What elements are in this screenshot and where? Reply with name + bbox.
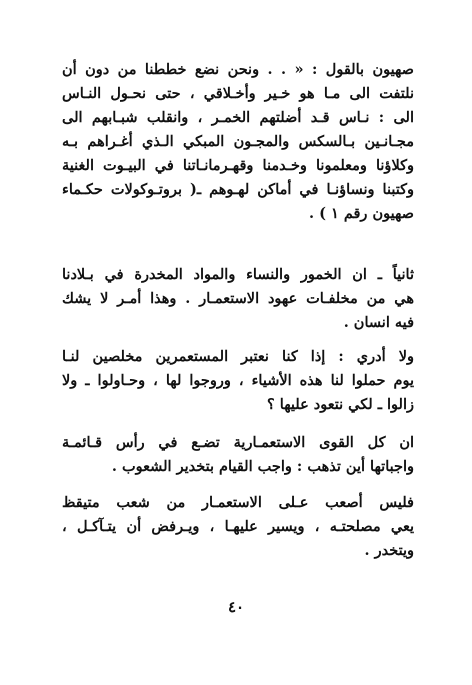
text-line: زالوا ـ لكي نتعود عليها ؟	[267, 396, 414, 413]
page-number: ٤٠	[227, 598, 245, 616]
paragraph-colonial-powers	[62, 431, 414, 479]
text-line: مجـانـين بـالسكس والمجـون المبكي الـذي أغـراهم بـه	[62, 133, 414, 150]
text-line: الى : نـاس قـد أضلتهم الخمـر ، وانقلب شبـابهم الى	[62, 109, 414, 126]
paragraph-protocols-quote	[62, 58, 414, 226]
text-line: وكلاؤنا ومعلمونا وخـدمنا وقهـرمانـاتنا في البيـوت الغنية	[62, 157, 414, 174]
text-line: ويتخدر .	[364, 542, 414, 559]
text-line: هي من مخلفـات عهود الاستعمـار . وهذا أمـر لا يشك	[62, 290, 414, 307]
text-line: فيه انسان .	[343, 314, 414, 331]
text-line: يعي مصلحتـه ، ويسير عليهـا ، ويـرفض أن يتـآكـل ،	[62, 518, 414, 535]
text-line: ثانياً ـ ان الخمور والنساء والمواد المخدرة في بـلادنا	[62, 266, 414, 283]
paragraph-colonizers-question	[62, 345, 414, 417]
text-line: وكتبنا ونساؤنـا في أماكن لهـوهم ـ( بروتـوكولات حكـماء	[62, 181, 414, 198]
text-line: واجباتها أين تذهب : واجب القيام بتخدير الشعوب .	[111, 458, 414, 475]
text-line: يوم حملوا لنا هذه الأشياء ، وروجوا لها ، وحـاولوا ـ ولا	[62, 372, 414, 389]
paragraph-second-point	[62, 263, 414, 335]
text-line: صهيون رقم ١ ) .	[308, 205, 414, 222]
text-line: فليس أصعب عـلى الاستعمـار من شعب متيقظ	[62, 494, 414, 511]
text-line: ولا أدري : إذا كنا نعتبر المستعمرين مخلصين لنـا	[62, 348, 414, 365]
paragraph-awake-people	[62, 491, 414, 563]
text-line: صهيون بالقول : « . . ونحن نضع خططنا من دون أن	[62, 61, 414, 78]
text-line: ان كل القوى الاستعمـارية تضـع في رأس قـائمـة	[62, 434, 414, 451]
text-line: نلتفت الى مـا هو خـير وأخـلاقي ، حتى نحـول النـاس	[62, 85, 414, 102]
